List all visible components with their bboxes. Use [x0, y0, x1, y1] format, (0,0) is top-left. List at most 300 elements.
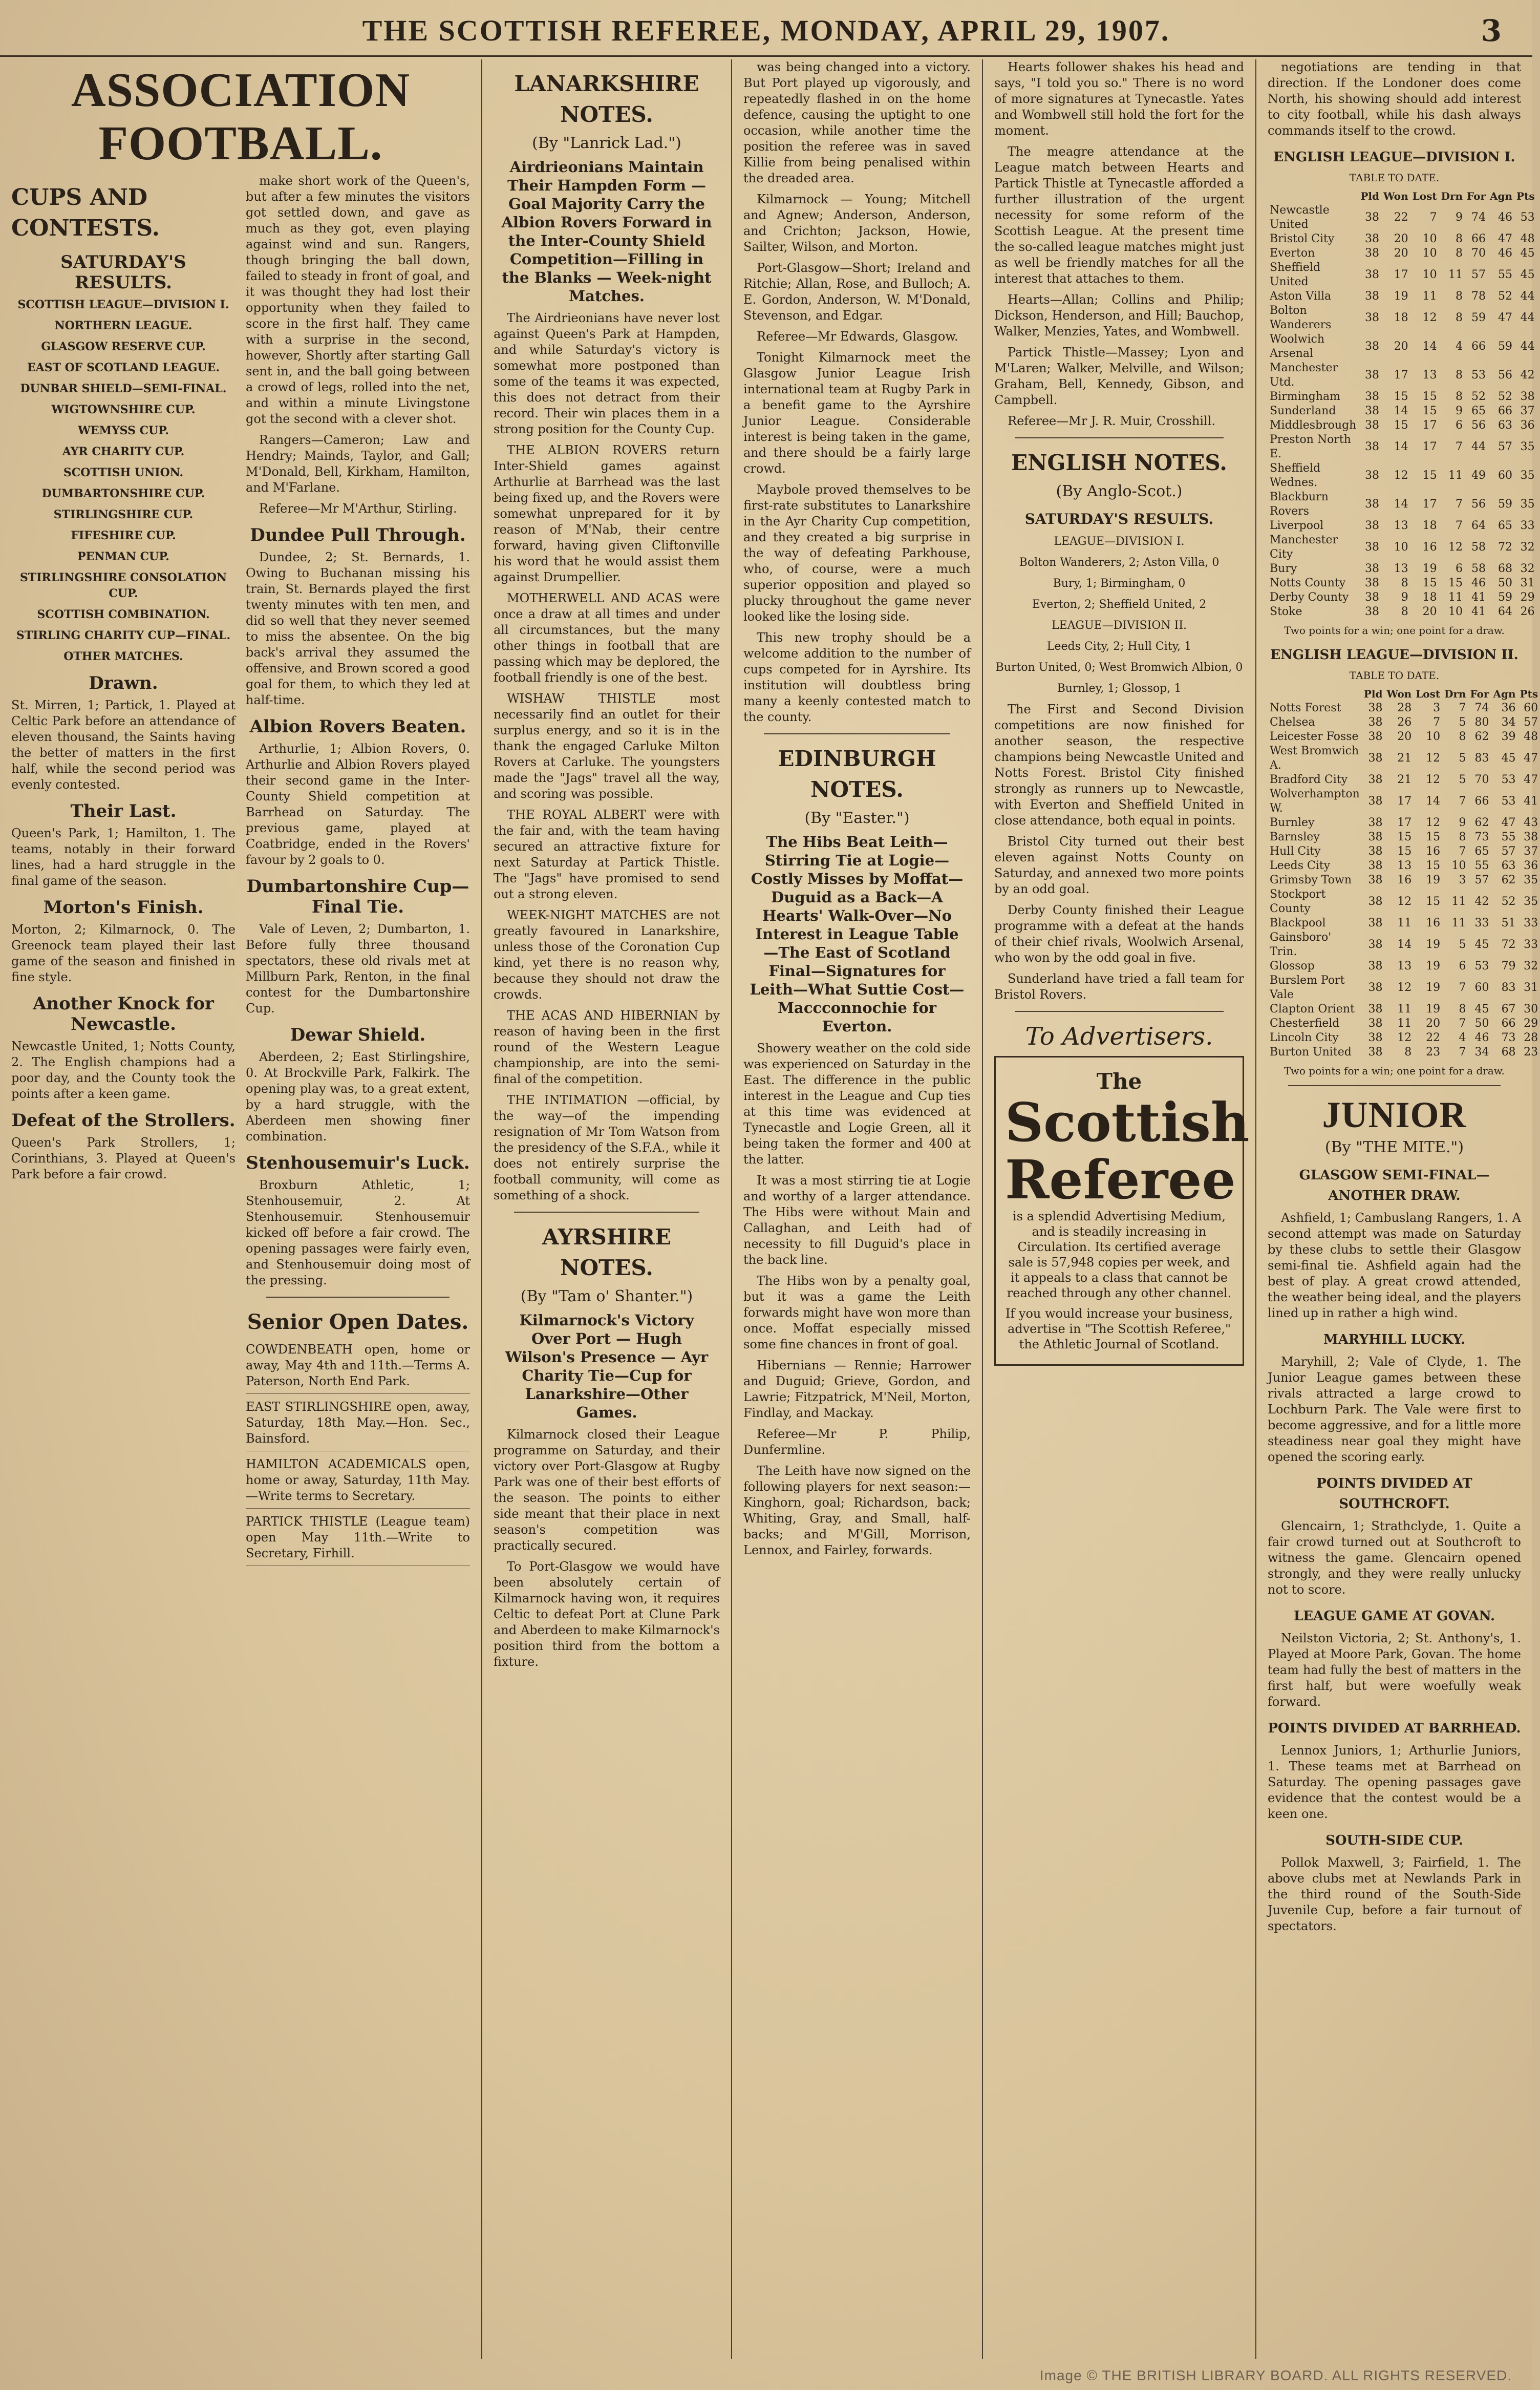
divider — [1288, 1085, 1501, 1086]
junior-report-body: Neilston Victoria, 2; St. Anthony's, 1. Played at Moore Park, Govan. The home team had fully the best of matters in the first half, but were woefully weak forward. — [1268, 1631, 1521, 1709]
table-cell: 38 — [1364, 369, 1379, 382]
table-cell: 9 — [1456, 211, 1463, 224]
table-cell: 38 — [1364, 268, 1379, 281]
table-cell: Leeds City — [1270, 859, 1331, 872]
table-row — [1268, 930, 1540, 959]
table-cell: 44 — [1471, 440, 1486, 453]
table-cell: 19 — [1426, 938, 1441, 951]
table-cell: 68 — [1501, 1046, 1516, 1059]
referee-line: Referee—Mr M'Arthur, Stirling. — [259, 501, 457, 516]
table-cell: 5 — [1459, 752, 1466, 765]
table-cell: 38 — [1368, 1031, 1383, 1044]
table-cell: 41 — [1471, 591, 1486, 604]
table-cell: Burslem Port Vale — [1270, 974, 1345, 1001]
table-cell: 6 — [1456, 419, 1463, 432]
ayrshire-body — [494, 1427, 720, 1670]
table-cell: 38 — [1368, 960, 1383, 972]
table-cell: 16 — [1397, 874, 1412, 886]
table-cell: 48 — [1524, 730, 1538, 743]
match-reports — [246, 525, 470, 1288]
table-cell: 45 — [1520, 247, 1535, 260]
table-cell: 66 — [1501, 1017, 1516, 1030]
table-cell: 10 — [1451, 859, 1466, 872]
table-cell: 83 — [1501, 981, 1516, 994]
table-row — [1268, 361, 1537, 390]
table-cell: 16 — [1426, 917, 1441, 929]
table-cell: 38 — [1368, 1003, 1383, 1016]
table-cell: 46 — [1471, 577, 1486, 589]
table-cell: 15 — [1422, 390, 1437, 403]
result-item: STIRLINGSHIRE CUP. — [53, 508, 194, 521]
open-date-item: PARTICK THISTLE (League team) open May 11th.—Write to Secretary, Firhill. — [246, 1514, 470, 1566]
table-cell: 5 — [1459, 773, 1466, 786]
table-cell: 48 — [1520, 232, 1535, 245]
ad-line: is a splendid Advertising Medium, and is steadily increasing in Circulation. Its certified average sale is 57,948 copies per week, and it appeals to a class that cannot be reached through any other channel. — [1007, 1209, 1232, 1300]
table-header-cell: Won — [1386, 688, 1412, 700]
lanarkshire-body — [494, 310, 720, 1203]
table-cell: 41 — [1524, 795, 1538, 808]
table-cell: 62 — [1474, 730, 1489, 743]
table-cell: 60 — [1524, 702, 1538, 714]
table-cell: 38 — [1364, 247, 1379, 260]
table-cell: 45 — [1501, 752, 1516, 765]
table-cell: 38 — [1364, 211, 1379, 224]
table-cell: 59 — [1471, 311, 1486, 324]
table-cell: 15 — [1394, 390, 1408, 403]
table-cell: 15 — [1422, 469, 1437, 482]
table-cell: 57 — [1501, 845, 1516, 858]
table-cell: 23 — [1426, 1046, 1441, 1059]
table-cell: 38 — [1368, 752, 1383, 765]
report-title: Stenhousemuir's Luck. — [246, 1153, 470, 1173]
table-cell: 34 — [1474, 1046, 1489, 1059]
table-cell: 21 — [1397, 773, 1412, 786]
table-cell: 59 — [1498, 340, 1513, 353]
table-cell: 11 — [1397, 917, 1412, 929]
table-row — [1268, 404, 1537, 418]
open-date-item: HAMILTON ACADEMICALS open, home or away, Saturday, 11th May.—Write terms to Secretary. — [246, 1456, 470, 1509]
english-result-item: Everton, 2; Sheffield United, 2 — [1032, 598, 1207, 611]
table-cell: Notts County — [1270, 577, 1346, 589]
table-cell: 5 — [1459, 716, 1466, 729]
english-result-item: Bury, 1; Birmingham, 0 — [1053, 577, 1186, 590]
table-cell: 13 — [1397, 960, 1412, 972]
table-cell: 60 — [1474, 981, 1489, 994]
table-cell: 42 — [1520, 369, 1535, 382]
report-body: Morton, 2; Kilmarnock, 0. The Greenock team played their last game of the season and finished in fine style. — [11, 922, 236, 984]
table-cell: Blackpool — [1270, 917, 1326, 929]
ad-label: To Advertisers. — [1025, 1022, 1213, 1051]
table-cell: 8 — [1456, 369, 1463, 382]
table-cell: 22 — [1426, 1031, 1441, 1044]
english-result-item: Bolton Wanderers, 2; Aston Villa, 0 — [1019, 556, 1220, 569]
table-cell: 7 — [1456, 519, 1463, 532]
masthead-title: THE SCOTTISH REFEREE, MONDAY, APRIL 29, 1907. — [362, 14, 1170, 47]
junior-report-title: POINTS DIVIDED AT SOUTHCROFT. — [1316, 1476, 1472, 1512]
table-cell: 29 — [1520, 591, 1535, 604]
table-cell: 38 — [1368, 716, 1383, 729]
table-cell: 64 — [1471, 519, 1486, 532]
article-paragraph: Sunderland have tried a fall team for Bristol Rovers. — [994, 971, 1244, 1002]
report-body: St. Mirren, 1; Partick, 1. Played at Celtic Park before an attendance of eleven thousand, the Saints having the better of matters in the first half, while the second period was evenly contested. — [11, 698, 236, 792]
ad-the: The — [1096, 1069, 1142, 1094]
team-line: Kilmarnock — Young; Mitchell and Agnew; Anderson, Anderson, and Crichton; Jackson, Howie, Sailter, Wilson, and Morton. — [743, 192, 971, 254]
table-header-cell: Drn — [1441, 190, 1463, 202]
table-cell: 11 — [1422, 290, 1437, 303]
table-cell: 10 — [1422, 232, 1437, 245]
table-cell: 55 — [1474, 859, 1489, 872]
article-paragraph: THE ACAS AND HIBERNIAN by reason of having been in the first round of the Western League championship, are into the semi-final of the competition. — [494, 1008, 720, 1086]
divider — [1015, 437, 1224, 438]
table-row — [1268, 744, 1540, 773]
table-cell: 33 — [1524, 938, 1538, 951]
junior-report-body: Maryhill, 2; Vale of Clyde, 1. The Junior League games between these rivals attracted a large crowd to Lochburn Park. The Vale were first to become aggressive, and for a little more steadiness near goal they might have opened the scoring early. — [1268, 1355, 1521, 1464]
article-paragraph: WEEK-NIGHT MATCHES are not greatly favoured in Lanarkshire, unless those of the Coronation Cup kind, yet there is no reason why, because they should not draw the crowds. — [494, 908, 720, 1002]
table-row — [1268, 605, 1537, 619]
table-cell: Sunderland — [1270, 405, 1336, 417]
advertisement — [994, 1056, 1250, 1366]
table-cell: Bradford City — [1270, 773, 1348, 786]
table-cell: 36 — [1501, 702, 1516, 714]
table-cell: 52 — [1471, 390, 1486, 403]
team-line: Partick Thistle—Massey; Lyon and M'Laren; Walker, Melville, and Wilson; Graham, Bell, Kennedy, Gibson, and Campbell. — [994, 345, 1244, 407]
table-cell: 20 — [1394, 340, 1408, 353]
report-body: Queen's Park, 1; Hamilton, 1. The teams, notably in their forward lines, had a hard struggle in the final game of the season. — [11, 826, 236, 888]
table-cell: 13 — [1422, 369, 1437, 382]
table-cell: 73 — [1474, 831, 1489, 843]
result-item: FIFESHIRE CUP. — [71, 529, 176, 542]
table-cell: 57 — [1474, 874, 1489, 886]
table-cell: 12 — [1397, 895, 1412, 908]
table-cell: 7 — [1429, 211, 1437, 224]
table-cell: 10 — [1422, 247, 1437, 260]
table-cell: 80 — [1474, 716, 1489, 729]
table-header-row — [1268, 687, 1540, 701]
table-cell: 22 — [1394, 211, 1408, 224]
section-heading-association-football: ASSOCIATION FOOTBALL. — [71, 64, 411, 170]
table-cell: 55 — [1501, 831, 1516, 843]
open-date-item: COWDENBEATH open, home or away, May 4th and 11th.—Terms A. Paterson, North End Park. — [246, 1342, 470, 1394]
junior-reports — [1268, 1165, 1521, 1934]
table-cell: 66 — [1474, 795, 1489, 808]
table-cell: 19 — [1426, 1003, 1441, 1016]
table-cell: Aston Villa — [1270, 290, 1332, 303]
table-cell: 62 — [1474, 816, 1489, 829]
table-header-cell: Pts — [1520, 688, 1538, 700]
table-cell: 38 — [1364, 340, 1379, 353]
junior-report-title: MARYHILL LUCKY. — [1323, 1332, 1466, 1347]
table-cell: 47 — [1524, 773, 1538, 786]
table-cell: 65 — [1471, 405, 1486, 417]
table-row — [1268, 873, 1540, 887]
table-header-cell: Lost — [1416, 688, 1441, 700]
table-cell: 21 — [1397, 752, 1412, 765]
table-cell: 38 — [1524, 831, 1538, 843]
table-cell: 15 — [1426, 895, 1441, 908]
table-cell: 11 — [1451, 895, 1466, 908]
table-cell: 38 — [1364, 519, 1379, 532]
junior-report-title: POINTS DIVIDED AT BARRHEAD. — [1268, 1721, 1521, 1736]
table-row — [1268, 916, 1540, 930]
table-cell: 35 — [1524, 895, 1538, 908]
result-item: STIRLINGSHIRE CONSOLATION CUP. — [19, 571, 227, 600]
table-cell: 10 — [1422, 268, 1437, 281]
table-row — [1268, 519, 1537, 533]
column-lanarkshire — [482, 59, 731, 2364]
table-cell: 20 — [1394, 247, 1408, 260]
table-cell: 28 — [1397, 702, 1412, 714]
table-cell: 60 — [1498, 469, 1513, 482]
table-cell: 38 — [1368, 702, 1383, 714]
table-cell: 20 — [1394, 232, 1408, 245]
result-item: AYR CHARITY CUP. — [62, 445, 185, 458]
table-cell: 20 — [1422, 605, 1437, 618]
league-table-division-1 — [1268, 189, 1537, 619]
table-cell: 46 — [1498, 247, 1513, 260]
table-cell: 12 — [1426, 773, 1441, 786]
lanarkshire-heading: LANARKSHIRE NOTES. — [514, 71, 699, 127]
table-row — [1268, 390, 1537, 404]
table-cell: 3 — [1459, 874, 1466, 886]
table-cell: 20 — [1397, 730, 1412, 743]
table-cell: 15 — [1426, 831, 1441, 843]
table-cell: 8 — [1456, 232, 1463, 245]
table-cell: Lincoln City — [1270, 1031, 1339, 1044]
table-cell: Grimsby Town — [1270, 874, 1352, 886]
divider — [266, 1297, 450, 1298]
table-cell: 47 — [1498, 232, 1513, 245]
cups-heading: CUPS AND CONTESTS. — [11, 184, 160, 241]
table-cell: 59 — [1498, 498, 1513, 511]
league-table-2-title: ENGLISH LEAGUE—DIVISION II. — [1270, 647, 1518, 663]
table-cell: 78 — [1471, 290, 1486, 303]
table-cell: 35 — [1520, 440, 1535, 453]
table-cell: 18 — [1422, 591, 1437, 604]
divider — [514, 1212, 699, 1213]
result-item: WIGTOWNSHIRE CUP. — [51, 403, 196, 416]
table-cell: 37 — [1520, 405, 1535, 417]
table-cell: 63 — [1498, 419, 1513, 432]
table-cell: 53 — [1474, 960, 1489, 972]
lanarkshire-deck: Airdrieonians Maintain Their Hampden Form — Goal Majority Carry the Albion Rovers Forward in the Inter-County Shield Competition—Filling in the Blanks — Week-night Matches. — [501, 158, 712, 305]
article-paragraph: WISHAW THISTLE most necessarily find an outlet for their surplus energy, and so it is in the thank the engaged Carluke Milton Rovers at Carluke. The youngsters made the "Jags" travel all the way, and scoring was possible. — [494, 691, 720, 801]
table-cell: 38 — [1368, 981, 1383, 994]
table-cell: 65 — [1498, 519, 1513, 532]
table-cell: 74 — [1474, 702, 1489, 714]
ad-text — [1005, 1209, 1233, 1352]
table-cell: 12 — [1426, 752, 1441, 765]
table-row — [1268, 859, 1540, 873]
table-cell: 72 — [1498, 541, 1513, 554]
table-cell: 42 — [1474, 895, 1489, 908]
table-cell: 7 — [1459, 702, 1466, 714]
article-paragraph: The Hibs won by a penalty goal, but it was a game the Leith forwards might have won more than once. Moffat especially missed some fine chances in front of goal. — [743, 1274, 971, 1351]
table-cell: 57 — [1471, 268, 1486, 281]
table-cell: 38 — [1368, 1017, 1383, 1030]
table-cell: 57 — [1524, 716, 1538, 729]
table-cell: West Bromwich A. — [1270, 745, 1359, 772]
table-row — [1268, 246, 1537, 261]
table-cell: 47 — [1524, 752, 1538, 765]
table-cell: 33 — [1474, 917, 1489, 929]
table-row — [1268, 1002, 1540, 1017]
table-cell: Everton — [1270, 247, 1315, 260]
junior-byline: (By "THE MITE.") — [1324, 1138, 1464, 1156]
table-cell: 38 — [1368, 874, 1383, 886]
open-dates-list — [246, 1342, 470, 1566]
table-cell: 8 — [1456, 311, 1463, 324]
table-cell: 41 — [1471, 605, 1486, 618]
table-cell: 68 — [1498, 562, 1513, 575]
table-cell: 16 — [1426, 845, 1441, 858]
table-cell: 38 — [1364, 311, 1379, 324]
table-header-cell — [1268, 189, 1358, 203]
table-cell: 46 — [1498, 211, 1513, 224]
table-cell: 52 — [1501, 895, 1516, 908]
table-cell: Bristol City — [1270, 232, 1335, 245]
page-number: 3 — [1481, 13, 1502, 48]
table-header-cell: Pts — [1516, 190, 1535, 202]
table-cell: 32 — [1520, 562, 1535, 575]
senior-open-dates-heading: Senior Open Dates. — [247, 1310, 469, 1334]
english-notes-byline: (By Anglo-Scot.) — [1056, 482, 1183, 500]
table-cell: 38 — [1364, 605, 1379, 618]
edinburgh-heading: EDINBURGH NOTES. — [778, 746, 936, 802]
table-cell: 66 — [1471, 340, 1486, 353]
table-cell: Blackburn Rovers — [1270, 491, 1329, 518]
table-cell: 38 — [1364, 232, 1379, 245]
table-cell: Bolton Wanderers — [1270, 304, 1332, 331]
table-cell: 70 — [1474, 773, 1489, 786]
table-cell: 55 — [1498, 268, 1513, 281]
table-header-row — [1268, 189, 1537, 203]
table-cell: 44 — [1520, 340, 1535, 353]
table-cell: 19 — [1422, 562, 1437, 575]
table-cell: 32 — [1524, 960, 1538, 972]
table-cell: 49 — [1471, 469, 1486, 482]
table-cell: 8 — [1456, 290, 1463, 303]
report-title: Another Knock for Newcastle. — [33, 993, 214, 1034]
table-row — [1268, 773, 1540, 787]
junior-report-body: Pollok Maxwell, 3; Fairfield, 1. The above clubs met at Newlands Park in the third round of the South-Side Juvenile Cup, before a fair turnout of spectators. — [1268, 1855, 1521, 1933]
report-title: Defeat of the Strollers. — [11, 1110, 236, 1131]
ad-name-scottish: Scottish — [1005, 1091, 1250, 1154]
table-cell: 6 — [1459, 960, 1466, 972]
table-cell: 38 — [1364, 541, 1379, 554]
table-cell: 15 — [1394, 419, 1408, 432]
table-row — [1268, 816, 1540, 830]
result-item: WEMYSS CUP. — [78, 424, 169, 437]
table-cell: 17 — [1422, 440, 1437, 453]
table-cell: 38 — [1368, 816, 1383, 829]
table-row — [1268, 1031, 1540, 1045]
table-cell: 38 — [1368, 895, 1383, 908]
table-cell: 36 — [1524, 859, 1538, 872]
report-body: Arthurlie, 1; Albion Rovers, 0. Arthurlie and Albion Rovers played their second game in the Inter-County Shield competition at Barrhead on Saturday. The previous game, played at Coatbridge, ended in the Rovers' favour by 2 goals to 0. — [246, 742, 470, 867]
table-row — [1268, 1045, 1540, 1060]
table-cell: 39 — [1501, 730, 1516, 743]
table-cell: Chesterfield — [1270, 1017, 1340, 1030]
result-item: GLASGOW RESERVE CUP. — [41, 340, 206, 353]
table-row — [1268, 887, 1540, 916]
table-row — [1268, 576, 1537, 590]
english-results-list — [994, 534, 1244, 696]
table-cell: 17 — [1422, 498, 1437, 511]
table-cell: 43 — [1524, 816, 1538, 829]
table-row — [1268, 232, 1537, 246]
junior-report-title: GLASGOW SEMI-FINAL—ANOTHER DRAW. — [1299, 1168, 1490, 1203]
table-cell: 18 — [1394, 311, 1408, 324]
table-cell: 38 — [1368, 859, 1383, 872]
table-cell: 8 — [1401, 605, 1408, 618]
league-table-1-title: ENGLISH LEAGUE—DIVISION I. — [1273, 150, 1515, 165]
table-cell: 46 — [1474, 1031, 1489, 1044]
table-cell: 56 — [1471, 498, 1486, 511]
table-cell: 67 — [1501, 1003, 1516, 1016]
table-cell: 4 — [1456, 340, 1463, 353]
table-row — [1268, 1017, 1540, 1031]
table-cell: 12 — [1397, 981, 1412, 994]
results-list — [11, 297, 236, 665]
table-cell: 53 — [1501, 773, 1516, 786]
table-row — [1268, 974, 1540, 1002]
article-paragraph: Kilmarnock closed their League programme on Saturday, and their victory over Port-Glasgow at Rugby Park was one of their best efforts of the season. The points to either side meant that their place in next season's competition was practically secured. — [494, 1427, 720, 1553]
article-paragraph: Bristol City turned out their best eleven against Notts County on Saturday, and annexed two more points by an odd goal. — [994, 834, 1244, 896]
table-cell: 56 — [1498, 369, 1513, 382]
article-paragraph: was being changed into a victory. But Port played up vigorously, and repeatedly flashed in on the home defence, causing the uptight to one occasion, while another time the position the referee was in saved Killie from being penalised within the dreaded area. — [743, 60, 971, 185]
table-cell: 19 — [1426, 960, 1441, 972]
table-cell: 38 — [1368, 773, 1383, 786]
results-column — [11, 173, 236, 1571]
article-paragraph: THE ROYAL ALBERT were with the fair and, with the team having secured an attractive fixture for next Saturday at Partick Thistle. The "Jags" have promised to send out a strong eleven. — [494, 808, 720, 901]
table-cell: 8 — [1459, 730, 1466, 743]
table-row — [1268, 830, 1540, 844]
article-paragraph: THE INTIMATION —official, by the way—of the impending resignation of Mr Tom Watson from the presidency of the S.F.A., while it does not entirely surprise the football community, will come as something of a shock. — [494, 1093, 720, 1202]
table-row — [1268, 418, 1537, 433]
table-cell: 9 — [1401, 591, 1408, 604]
match-reports — [11, 673, 236, 1182]
article-paragraph: To Port-Glasgow we would have been absolutely certain of Kilmarnock having won, it requires Celtic to defeat Port at Clune Park and Aberdeen to make Kilmarnock's position third from the bottom a fixture. — [494, 1559, 720, 1669]
table-cell: 15 — [1448, 577, 1463, 589]
table-cell: Burton United — [1270, 1046, 1352, 1059]
table-cell: 17 — [1397, 795, 1412, 808]
table-cell: 72 — [1501, 938, 1516, 951]
table-cell: Stockport County — [1270, 888, 1326, 915]
table-cell: 11 — [1448, 469, 1463, 482]
result-item: OTHER MATCHES. — [63, 650, 183, 663]
table-cell: 66 — [1471, 232, 1486, 245]
open-date-item: EAST STIRLINGSHIRE open, away, Saturday, 18th May.—Hon. Sec., Bainsford. — [246, 1399, 470, 1451]
table-cell: 10 — [1426, 730, 1441, 743]
table-cell: 17 — [1397, 816, 1412, 829]
table-cell: Middlesbrough — [1270, 419, 1357, 432]
table-cell: 13 — [1394, 562, 1408, 575]
copyright-footer: Image © THE BRITISH LIBRARY BOARD. ALL RIGHTS RESERVED. — [1039, 2367, 1512, 2383]
article-paragraph: THE ALBION ROVERS return Inter-Shield games against Arthurlie at Barrhead was the last being fixed up, and the Rovers were somewhat unprepared for it by reason of M'Nab, their centre forward, having given Cliftonville his word that he would assist them against Drumpellier. — [494, 443, 720, 584]
table-cell: 11 — [1448, 268, 1463, 281]
table-cell: 23 — [1524, 1046, 1538, 1059]
table-cell: 45 — [1520, 268, 1535, 281]
table-cell: 7 — [1456, 498, 1463, 511]
table-header-cell: Lost — [1412, 190, 1437, 202]
article-paragraph: Tonight Kilmarnock meet the Glasgow Junior League Irish international team at Rugby Park in a benefit game to the Ayrshire Junior League. Considerable interest is being taken in the game, and there should be a fairly large crowd. — [743, 350, 971, 476]
table-cell: 38 — [1364, 390, 1379, 403]
result-item: PENMAN CUP. — [77, 550, 169, 563]
table-cell: Liverpool — [1270, 519, 1324, 532]
article-paragraph: It was a most stirring tie at Logie and worthy of a larger attendance. The Hibs were without Main and Callaghan, and Leith had of necessity to fill Duguid's place in the back line. — [743, 1173, 971, 1267]
english-result-item: LEAGUE—DIVISION II. — [1051, 619, 1187, 632]
table-cell: Leicester Fosse — [1270, 730, 1359, 743]
